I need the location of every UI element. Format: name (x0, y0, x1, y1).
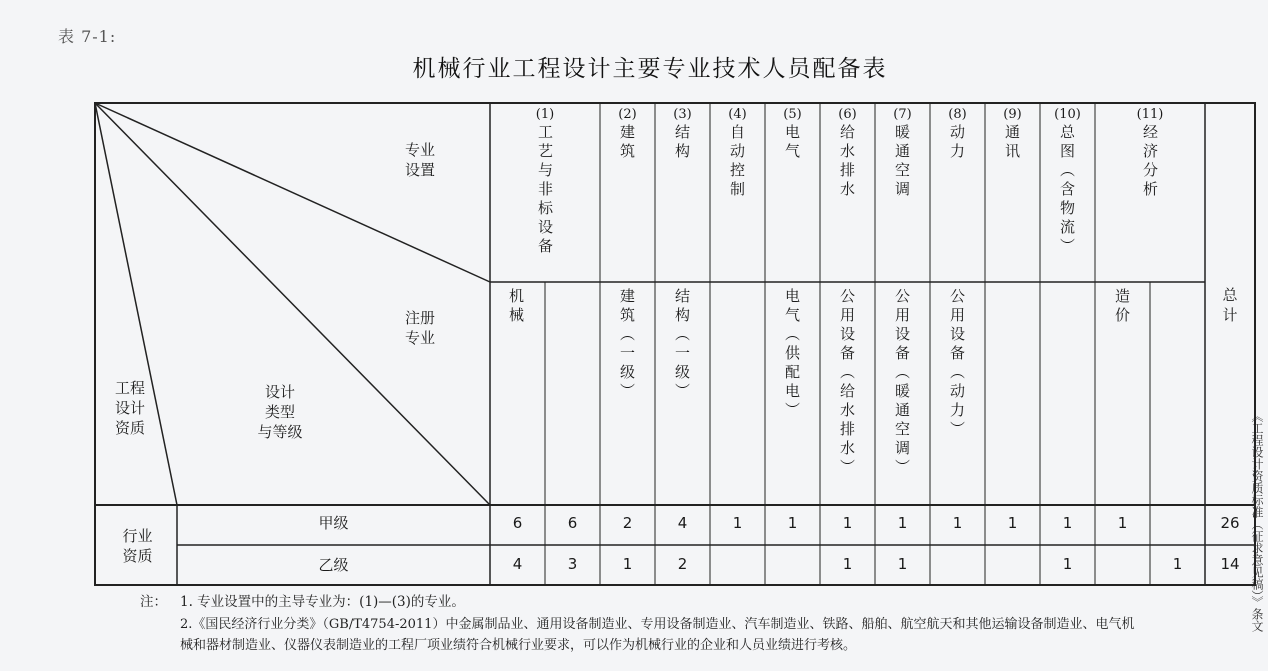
table-cell: 1 (787, 514, 798, 532)
table-cell: 3 (567, 555, 578, 573)
notes-prefix: 注： (140, 594, 167, 610)
table-cell: 1 (622, 555, 633, 573)
note-2-line-1: 2.《国民经济行业分类》（GB/T4754-2011）中金属制品业、通用设备制造业、专用设备制造业、汽车制造业、铁路、船舶、航空航天和其他运输设备制造业、电气机 (180, 617, 1135, 632)
table-cell: 1 (897, 555, 908, 573)
note-1: 1. 专业设置中的主导专业为：(1)—(3)的专业。 (180, 594, 465, 610)
engineering-qualification-label: 工程 设计 资质 (114, 379, 145, 437)
table-cell: 1 (952, 514, 963, 532)
specialty-number: (7) (893, 107, 912, 122)
table-cell: 1 (842, 555, 853, 573)
registered-specialty: 公用设备（动力） (948, 288, 966, 440)
table-cell: 1 (897, 514, 908, 532)
specialty-number: (5) (783, 107, 802, 122)
industry-qualification-label: 行业 资质 (122, 527, 153, 565)
table-cell: 1 (1117, 514, 1128, 532)
grade-b-label: 乙级 (318, 556, 349, 574)
specialty-number: (4) (728, 107, 747, 122)
total-cell: 14 (1220, 555, 1240, 573)
specialty-name: 经济分析 (1141, 124, 1159, 200)
registered-specialty: 公用设备（暖通空调） (893, 288, 911, 478)
table-cell: 1 (1062, 555, 1073, 573)
table-cell: 1 (732, 514, 743, 532)
table-cell: 2 (677, 555, 688, 573)
table-cell: 1 (1062, 514, 1073, 532)
specialty-name: 电气 (783, 124, 801, 162)
table-cell: 1 (1007, 514, 1018, 532)
specialty-number: (9) (1003, 107, 1022, 122)
registered-specialty-label: 注册 专业 (404, 309, 435, 347)
specialty-number: (1) (535, 107, 555, 122)
specialty-name: 自动控制 (728, 124, 746, 200)
registered-specialty: 造价 (1113, 288, 1131, 326)
table-cell: 1 (842, 514, 853, 532)
table-cell: 6 (512, 514, 523, 532)
side-margin-text: 《工程设计资质标准（征求意见稿）》条文 (1250, 410, 1264, 632)
specialty-name: 动力 (948, 124, 966, 162)
specialty-setting-label: 专业 设置 (404, 141, 435, 179)
specialty-number: (3) (673, 107, 692, 122)
specialty-name: 结构 (673, 124, 691, 162)
table-cell: 1 (1172, 555, 1183, 573)
table-cell: 6 (567, 514, 578, 532)
specialty-name: 暖通空调 (893, 124, 911, 200)
registered-specialty: 建筑（一级） (618, 288, 636, 402)
table-cell: 4 (512, 555, 523, 573)
specialty-number: (11) (1136, 107, 1164, 122)
specialty-number: (2) (618, 107, 637, 122)
specialty-name: 建筑 (618, 124, 636, 162)
total-label: 总 计 (1222, 286, 1238, 324)
registered-specialty: 机械 (507, 288, 525, 326)
total-cell: 26 (1220, 514, 1240, 532)
specialty-name: 总图（含物流） (1058, 124, 1076, 257)
table-cell: 4 (677, 514, 688, 532)
table-title: 机械行业工程设计主要专业技术人员配备表 (412, 56, 888, 82)
specialty-number: (10) (1054, 107, 1081, 122)
table-cell: 2 (622, 514, 633, 532)
note-2-line-2: 械和器材制造业、仪器仪表制造业的工程厂项业绩符合机械行业要求，可以作为机械行业的企业和人员业绩进行考核。 (180, 638, 857, 653)
specialty-number: (8) (948, 107, 967, 122)
specialty-name: 给水排水 (838, 124, 856, 200)
registered-specialty: 电气（供配电） (783, 288, 801, 421)
design-type-label: 设计 类型 与等级 (257, 383, 303, 441)
specialty-name: 通讯 (1003, 124, 1021, 162)
specialty-name: 工艺与非标设备 (536, 124, 554, 257)
registered-specialty: 结构（一级） (673, 288, 691, 402)
table-number-label: 表 7-1: (58, 27, 117, 46)
grade-a-label: 甲级 (318, 514, 349, 532)
registered-specialty: 公用设备（给水排水） (838, 288, 856, 478)
specialty-number: (6) (838, 107, 857, 122)
